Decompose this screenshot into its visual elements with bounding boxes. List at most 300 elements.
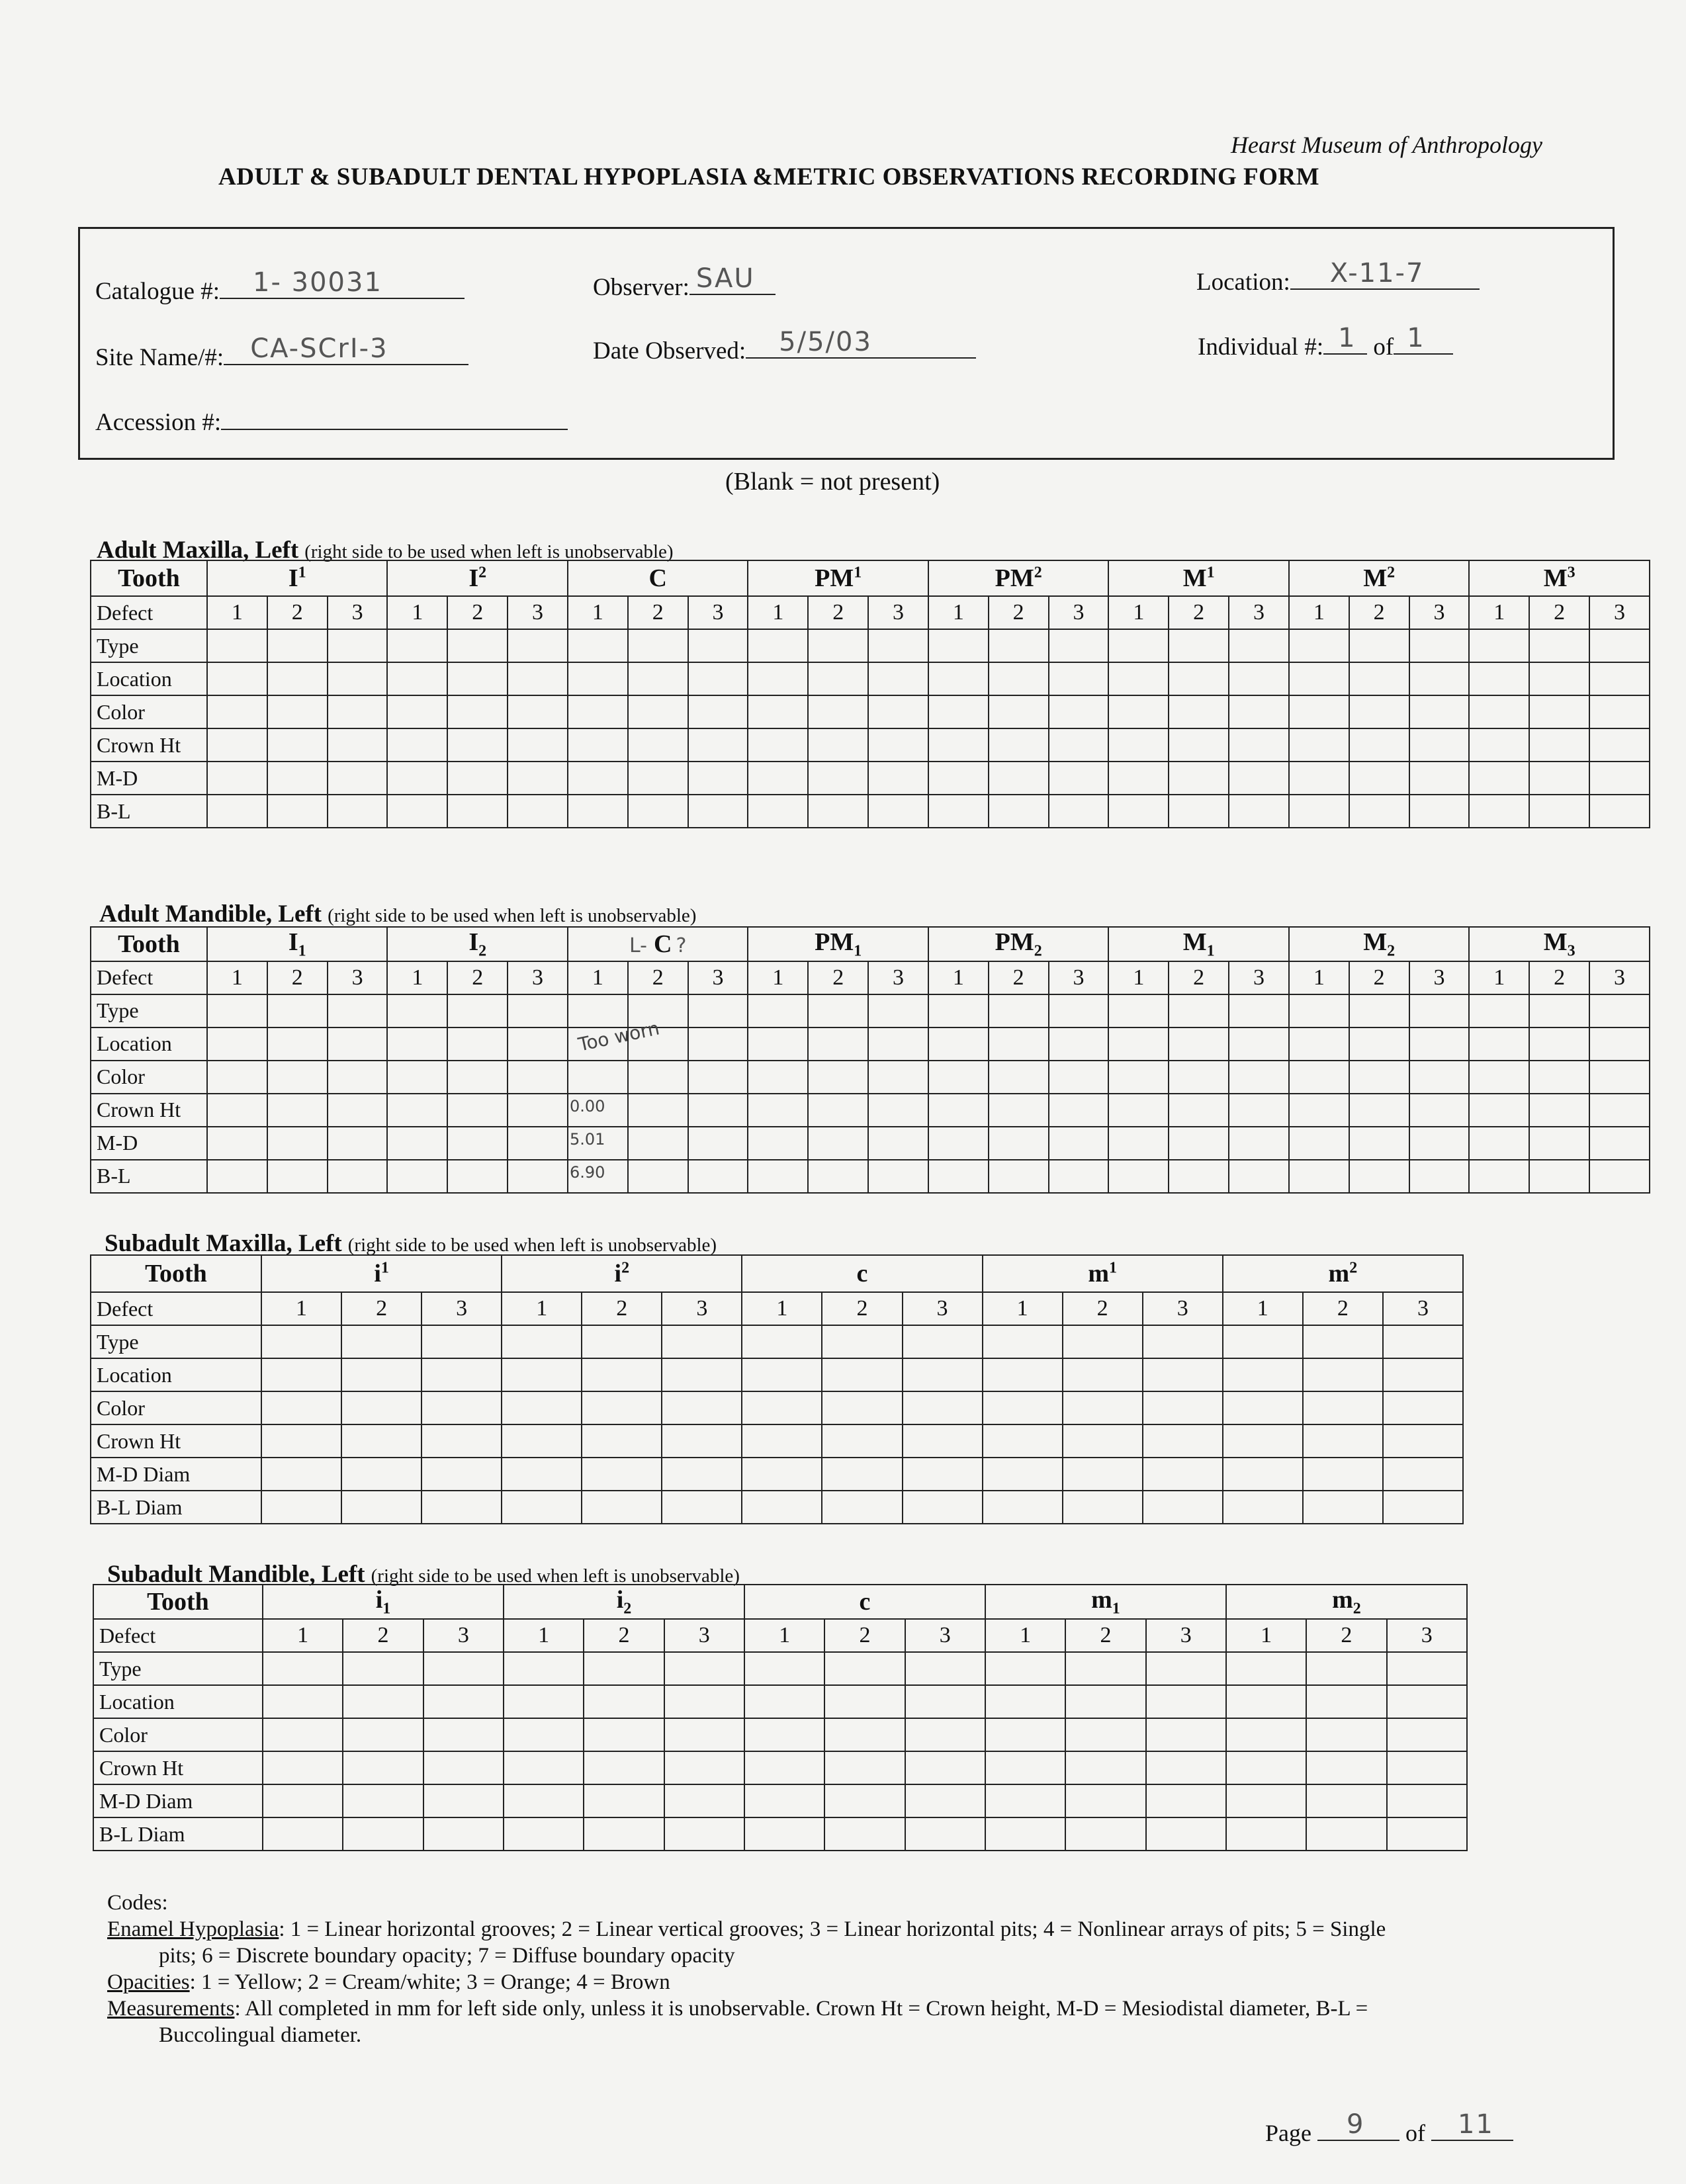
data-cell[interactable] bbox=[568, 1017, 662, 1061]
data-cell[interactable] bbox=[584, 1784, 664, 1817]
data-cell[interactable] bbox=[1226, 1652, 1306, 1685]
data-cell[interactable] bbox=[1387, 1817, 1467, 1851]
data-cell[interactable] bbox=[822, 1458, 902, 1491]
data-cell[interactable] bbox=[1143, 1424, 1223, 1458]
data-cell[interactable] bbox=[584, 1817, 664, 1851]
data-cell[interactable] bbox=[568, 1160, 628, 1193]
data-cell[interactable] bbox=[421, 1491, 502, 1524]
data-cell[interactable] bbox=[1469, 1127, 1529, 1160]
data-cell[interactable] bbox=[868, 762, 928, 795]
data-cell[interactable] bbox=[447, 1027, 508, 1061]
data-cell[interactable] bbox=[989, 629, 1049, 662]
data-cell[interactable] bbox=[903, 1325, 983, 1358]
data-cell[interactable] bbox=[267, 728, 328, 762]
data-cell[interactable] bbox=[903, 1491, 983, 1524]
data-cell[interactable] bbox=[207, 1027, 267, 1061]
data-cell[interactable] bbox=[748, 662, 808, 695]
data-cell[interactable] bbox=[568, 1127, 628, 1160]
data-cell[interactable] bbox=[628, 1027, 688, 1061]
page-total-input[interactable] bbox=[1431, 2109, 1513, 2141]
data-cell[interactable] bbox=[1529, 795, 1589, 828]
data-cell[interactable] bbox=[387, 629, 447, 662]
data-cell[interactable] bbox=[1349, 1127, 1409, 1160]
data-cell[interactable] bbox=[508, 1027, 568, 1061]
data-cell[interactable] bbox=[421, 1325, 502, 1358]
data-cell[interactable] bbox=[928, 662, 989, 695]
data-cell[interactable] bbox=[664, 1784, 744, 1817]
data-cell[interactable] bbox=[423, 1652, 504, 1685]
data-cell[interactable] bbox=[447, 1127, 508, 1160]
data-cell[interactable] bbox=[1529, 1160, 1589, 1193]
data-cell[interactable] bbox=[1065, 1751, 1145, 1784]
data-cell[interactable] bbox=[688, 629, 748, 662]
data-cell[interactable] bbox=[1589, 728, 1650, 762]
data-cell[interactable] bbox=[1529, 994, 1589, 1027]
data-cell[interactable] bbox=[1143, 1458, 1223, 1491]
data-cell[interactable] bbox=[903, 1458, 983, 1491]
data-cell[interactable] bbox=[928, 695, 989, 728]
data-cell[interactable] bbox=[1289, 1094, 1349, 1127]
data-cell[interactable] bbox=[1306, 1652, 1386, 1685]
data-cell[interactable] bbox=[502, 1491, 582, 1524]
data-cell[interactable] bbox=[1303, 1424, 1383, 1458]
data-cell[interactable] bbox=[1229, 994, 1289, 1027]
data-cell[interactable] bbox=[261, 1358, 341, 1391]
data-cell[interactable] bbox=[1303, 1391, 1383, 1424]
data-cell[interactable] bbox=[1387, 1751, 1467, 1784]
data-cell[interactable] bbox=[1303, 1458, 1383, 1491]
data-cell[interactable] bbox=[343, 1751, 423, 1784]
data-cell[interactable] bbox=[423, 1751, 504, 1784]
data-cell[interactable] bbox=[584, 1751, 664, 1784]
data-cell[interactable] bbox=[1289, 1061, 1349, 1094]
data-cell[interactable] bbox=[1589, 695, 1650, 728]
data-cell[interactable] bbox=[1383, 1424, 1463, 1458]
data-cell[interactable] bbox=[267, 1094, 328, 1127]
data-cell[interactable] bbox=[584, 1685, 664, 1718]
data-cell[interactable] bbox=[1409, 994, 1470, 1027]
data-cell[interactable] bbox=[1589, 662, 1650, 695]
data-cell[interactable] bbox=[983, 1424, 1063, 1458]
data-cell[interactable] bbox=[742, 1325, 822, 1358]
data-cell[interactable] bbox=[664, 1751, 744, 1784]
page-input[interactable] bbox=[1317, 2109, 1399, 2141]
data-cell[interactable] bbox=[664, 1685, 744, 1718]
data-cell[interactable] bbox=[664, 1652, 744, 1685]
data-cell[interactable] bbox=[207, 695, 267, 728]
data-cell[interactable] bbox=[1529, 1094, 1589, 1127]
data-cell[interactable] bbox=[1229, 662, 1289, 695]
data-cell[interactable] bbox=[504, 1718, 584, 1751]
data-cell[interactable] bbox=[341, 1458, 421, 1491]
data-cell[interactable] bbox=[267, 762, 328, 795]
data-cell[interactable] bbox=[748, 1160, 808, 1193]
data-cell[interactable] bbox=[1226, 1751, 1306, 1784]
data-cell[interactable] bbox=[387, 1027, 447, 1061]
data-cell[interactable] bbox=[1223, 1458, 1303, 1491]
data-cell[interactable] bbox=[1589, 1094, 1650, 1127]
data-cell[interactable] bbox=[748, 795, 808, 828]
data-cell[interactable] bbox=[267, 629, 328, 662]
data-cell[interactable] bbox=[261, 1491, 341, 1524]
data-cell[interactable] bbox=[387, 1094, 447, 1127]
data-cell[interactable] bbox=[207, 1160, 267, 1193]
data-cell[interactable] bbox=[662, 1458, 742, 1491]
data-cell[interactable] bbox=[928, 1094, 989, 1127]
data-cell[interactable] bbox=[1303, 1358, 1383, 1391]
data-cell[interactable] bbox=[343, 1784, 423, 1817]
data-cell[interactable] bbox=[421, 1424, 502, 1458]
data-cell[interactable] bbox=[502, 1424, 582, 1458]
data-cell[interactable] bbox=[1349, 662, 1409, 695]
data-cell[interactable] bbox=[1229, 695, 1289, 728]
data-cell[interactable] bbox=[1049, 795, 1109, 828]
data-cell[interactable] bbox=[928, 762, 989, 795]
data-cell[interactable] bbox=[568, 994, 628, 1027]
data-cell[interactable] bbox=[1409, 695, 1470, 728]
data-cell[interactable] bbox=[1387, 1652, 1467, 1685]
data-cell[interactable] bbox=[508, 695, 568, 728]
data-cell[interactable] bbox=[1303, 1325, 1383, 1358]
data-cell[interactable] bbox=[662, 1491, 742, 1524]
data-cell[interactable] bbox=[502, 1358, 582, 1391]
data-cell[interactable] bbox=[744, 1652, 824, 1685]
data-cell[interactable] bbox=[1349, 1160, 1409, 1193]
data-cell[interactable] bbox=[1226, 1817, 1306, 1851]
data-cell[interactable] bbox=[328, 1160, 388, 1193]
data-cell[interactable] bbox=[1229, 1094, 1289, 1127]
data-cell[interactable] bbox=[1529, 629, 1589, 662]
data-cell[interactable] bbox=[1529, 1127, 1589, 1160]
data-cell[interactable] bbox=[1383, 1391, 1463, 1424]
data-cell[interactable] bbox=[748, 629, 808, 662]
data-cell[interactable] bbox=[1387, 1685, 1467, 1718]
data-cell[interactable] bbox=[824, 1685, 905, 1718]
data-cell[interactable] bbox=[688, 1094, 748, 1127]
data-cell[interactable] bbox=[1223, 1358, 1303, 1391]
data-cell[interactable] bbox=[1383, 1491, 1463, 1524]
data-cell[interactable] bbox=[742, 1491, 822, 1524]
data-cell[interactable] bbox=[508, 1127, 568, 1160]
data-cell[interactable] bbox=[1223, 1391, 1303, 1424]
data-cell[interactable] bbox=[263, 1784, 343, 1817]
data-cell[interactable] bbox=[1383, 1358, 1463, 1391]
data-cell[interactable] bbox=[824, 1751, 905, 1784]
data-cell[interactable] bbox=[989, 1160, 1049, 1193]
data-cell[interactable] bbox=[1049, 728, 1109, 762]
data-cell[interactable] bbox=[584, 1652, 664, 1685]
data-cell[interactable] bbox=[341, 1391, 421, 1424]
data-cell[interactable] bbox=[387, 762, 447, 795]
data-cell[interactable] bbox=[928, 1061, 989, 1094]
data-cell[interactable] bbox=[568, 762, 628, 795]
data-cell[interactable] bbox=[928, 795, 989, 828]
data-cell[interactable] bbox=[584, 1718, 664, 1751]
data-cell[interactable] bbox=[905, 1685, 985, 1718]
data-cell[interactable] bbox=[568, 695, 628, 728]
data-cell[interactable] bbox=[1409, 762, 1470, 795]
data-cell[interactable] bbox=[989, 762, 1049, 795]
data-cell[interactable] bbox=[1589, 1160, 1650, 1193]
data-cell[interactable] bbox=[343, 1817, 423, 1851]
data-cell[interactable] bbox=[989, 728, 1049, 762]
data-cell[interactable] bbox=[1108, 1061, 1169, 1094]
data-cell[interactable] bbox=[903, 1391, 983, 1424]
data-cell[interactable] bbox=[504, 1751, 584, 1784]
data-cell[interactable] bbox=[928, 1127, 989, 1160]
data-cell[interactable] bbox=[985, 1784, 1065, 1817]
data-cell[interactable] bbox=[808, 695, 868, 728]
data-cell[interactable] bbox=[263, 1652, 343, 1685]
data-cell[interactable] bbox=[502, 1391, 582, 1424]
data-cell[interactable] bbox=[1306, 1751, 1386, 1784]
data-cell[interactable] bbox=[582, 1358, 662, 1391]
data-cell[interactable] bbox=[1229, 762, 1289, 795]
data-cell[interactable] bbox=[1409, 795, 1470, 828]
data-cell[interactable] bbox=[1349, 994, 1409, 1027]
data-cell[interactable] bbox=[1383, 1458, 1463, 1491]
data-cell[interactable] bbox=[868, 1127, 928, 1160]
data-cell[interactable] bbox=[1146, 1751, 1226, 1784]
data-cell[interactable] bbox=[1529, 662, 1589, 695]
data-cell[interactable] bbox=[1529, 695, 1589, 728]
data-cell[interactable] bbox=[1469, 795, 1529, 828]
data-cell[interactable] bbox=[983, 1391, 1063, 1424]
data-cell[interactable] bbox=[1289, 1127, 1349, 1160]
data-cell[interactable] bbox=[868, 695, 928, 728]
data-cell[interactable] bbox=[207, 762, 267, 795]
data-cell[interactable] bbox=[822, 1491, 902, 1524]
data-cell[interactable] bbox=[502, 1458, 582, 1491]
data-cell[interactable] bbox=[1049, 762, 1109, 795]
data-cell[interactable] bbox=[387, 795, 447, 828]
data-cell[interactable] bbox=[387, 994, 447, 1027]
data-cell[interactable] bbox=[1169, 994, 1229, 1027]
data-cell[interactable] bbox=[748, 994, 808, 1027]
data-cell[interactable] bbox=[1469, 1027, 1529, 1061]
data-cell[interactable] bbox=[1289, 662, 1349, 695]
data-cell[interactable] bbox=[928, 994, 989, 1027]
data-cell[interactable] bbox=[808, 762, 868, 795]
data-cell[interactable] bbox=[688, 695, 748, 728]
data-cell[interactable] bbox=[1063, 1424, 1143, 1458]
data-cell[interactable] bbox=[328, 795, 388, 828]
data-cell[interactable] bbox=[664, 1718, 744, 1751]
data-cell[interactable] bbox=[1063, 1358, 1143, 1391]
data-cell[interactable] bbox=[387, 695, 447, 728]
data-cell[interactable] bbox=[328, 1127, 388, 1160]
data-cell[interactable] bbox=[343, 1685, 423, 1718]
data-cell[interactable] bbox=[1169, 762, 1229, 795]
data-cell[interactable] bbox=[568, 629, 628, 662]
data-cell[interactable] bbox=[1169, 1127, 1229, 1160]
data-cell[interactable] bbox=[1229, 1160, 1289, 1193]
individual-input[interactable] bbox=[1323, 323, 1367, 355]
data-cell[interactable] bbox=[1229, 629, 1289, 662]
data-cell[interactable] bbox=[1229, 1027, 1289, 1061]
data-cell[interactable] bbox=[1409, 1127, 1470, 1160]
data-cell[interactable] bbox=[447, 629, 508, 662]
data-cell[interactable] bbox=[928, 629, 989, 662]
data-cell[interactable] bbox=[1169, 629, 1229, 662]
data-cell[interactable] bbox=[1409, 1160, 1470, 1193]
data-cell[interactable] bbox=[328, 1027, 388, 1061]
data-cell[interactable] bbox=[261, 1424, 341, 1458]
data-cell[interactable] bbox=[824, 1718, 905, 1751]
data-cell[interactable] bbox=[341, 1491, 421, 1524]
data-cell[interactable] bbox=[742, 1424, 822, 1458]
data-cell[interactable] bbox=[341, 1358, 421, 1391]
data-cell[interactable] bbox=[1469, 1061, 1529, 1094]
data-cell[interactable] bbox=[928, 1160, 989, 1193]
data-cell[interactable] bbox=[1146, 1652, 1226, 1685]
data-cell[interactable] bbox=[1049, 1027, 1109, 1061]
data-cell[interactable] bbox=[263, 1817, 343, 1851]
data-cell[interactable] bbox=[868, 728, 928, 762]
data-cell[interactable] bbox=[1169, 695, 1229, 728]
data-cell[interactable] bbox=[267, 1061, 328, 1094]
data-cell[interactable] bbox=[341, 1424, 421, 1458]
data-cell[interactable] bbox=[1143, 1391, 1223, 1424]
data-cell[interactable] bbox=[628, 1160, 688, 1193]
data-cell[interactable] bbox=[808, 1094, 868, 1127]
data-cell[interactable] bbox=[1065, 1652, 1145, 1685]
data-cell[interactable] bbox=[688, 662, 748, 695]
data-cell[interactable] bbox=[868, 629, 928, 662]
data-cell[interactable] bbox=[1383, 1325, 1463, 1358]
data-cell[interactable] bbox=[928, 1027, 989, 1061]
data-cell[interactable] bbox=[1589, 1127, 1650, 1160]
data-cell[interactable] bbox=[1065, 1718, 1145, 1751]
data-cell[interactable] bbox=[1306, 1817, 1386, 1851]
data-cell[interactable] bbox=[1469, 994, 1529, 1027]
data-cell[interactable] bbox=[905, 1784, 985, 1817]
data-cell[interactable] bbox=[628, 662, 688, 695]
data-cell[interactable] bbox=[568, 728, 628, 762]
data-cell[interactable] bbox=[1229, 1127, 1289, 1160]
data-cell[interactable] bbox=[508, 629, 568, 662]
data-cell[interactable] bbox=[628, 762, 688, 795]
data-cell[interactable] bbox=[1169, 1027, 1229, 1061]
data-cell[interactable] bbox=[261, 1325, 341, 1358]
data-cell[interactable] bbox=[868, 1027, 928, 1061]
data-cell[interactable] bbox=[582, 1391, 662, 1424]
data-cell[interactable] bbox=[824, 1652, 905, 1685]
data-cell[interactable] bbox=[1349, 795, 1409, 828]
data-cell[interactable] bbox=[267, 1027, 328, 1061]
data-cell[interactable] bbox=[1409, 1027, 1470, 1061]
data-cell[interactable] bbox=[1387, 1718, 1467, 1751]
data-cell[interactable] bbox=[568, 795, 628, 828]
data-cell[interactable] bbox=[1223, 1325, 1303, 1358]
data-cell[interactable] bbox=[447, 762, 508, 795]
data-cell[interactable] bbox=[1409, 1061, 1470, 1094]
data-cell[interactable] bbox=[1049, 1160, 1109, 1193]
data-cell[interactable] bbox=[688, 1160, 748, 1193]
data-cell[interactable] bbox=[1349, 762, 1409, 795]
data-cell[interactable] bbox=[1349, 1094, 1409, 1127]
data-cell[interactable] bbox=[1409, 1094, 1470, 1127]
data-cell[interactable] bbox=[1108, 1094, 1169, 1127]
data-cell[interactable] bbox=[263, 1751, 343, 1784]
data-cell[interactable] bbox=[387, 1160, 447, 1193]
data-cell[interactable] bbox=[1306, 1718, 1386, 1751]
data-cell[interactable] bbox=[1049, 695, 1109, 728]
data-cell[interactable] bbox=[808, 1027, 868, 1061]
data-cell[interactable] bbox=[1108, 795, 1169, 828]
data-cell[interactable] bbox=[989, 795, 1049, 828]
data-cell[interactable] bbox=[1169, 1094, 1229, 1127]
data-cell[interactable] bbox=[267, 662, 328, 695]
data-cell[interactable] bbox=[1143, 1325, 1223, 1358]
data-cell[interactable] bbox=[1063, 1458, 1143, 1491]
data-cell[interactable] bbox=[447, 1160, 508, 1193]
data-cell[interactable] bbox=[1065, 1817, 1145, 1851]
data-cell[interactable] bbox=[688, 1061, 748, 1094]
catalogue-input[interactable] bbox=[220, 267, 465, 299]
data-cell[interactable] bbox=[822, 1358, 902, 1391]
data-cell[interactable] bbox=[1289, 795, 1349, 828]
data-cell[interactable] bbox=[989, 1127, 1049, 1160]
data-cell[interactable] bbox=[1349, 728, 1409, 762]
data-cell[interactable] bbox=[508, 1160, 568, 1193]
data-cell[interactable] bbox=[1049, 1061, 1109, 1094]
data-cell[interactable] bbox=[582, 1325, 662, 1358]
data-cell[interactable] bbox=[1589, 1027, 1650, 1061]
data-cell[interactable] bbox=[1169, 728, 1229, 762]
data-cell[interactable] bbox=[748, 695, 808, 728]
data-cell[interactable] bbox=[421, 1391, 502, 1424]
accession-input[interactable] bbox=[221, 405, 568, 430]
data-cell[interactable] bbox=[905, 1718, 985, 1751]
data-cell[interactable] bbox=[1229, 728, 1289, 762]
data-cell[interactable] bbox=[824, 1817, 905, 1851]
data-cell[interactable] bbox=[742, 1391, 822, 1424]
location-input[interactable] bbox=[1290, 258, 1480, 290]
data-cell[interactable] bbox=[1469, 1160, 1529, 1193]
data-cell[interactable] bbox=[985, 1685, 1065, 1718]
data-cell[interactable] bbox=[263, 1718, 343, 1751]
data-cell[interactable] bbox=[1289, 994, 1349, 1027]
data-cell[interactable] bbox=[1289, 1160, 1349, 1193]
data-cell[interactable] bbox=[328, 728, 388, 762]
data-cell[interactable] bbox=[207, 1061, 267, 1094]
data-cell[interactable] bbox=[568, 662, 628, 695]
data-cell[interactable] bbox=[207, 1127, 267, 1160]
data-cell[interactable] bbox=[582, 1491, 662, 1524]
data-cell[interactable] bbox=[905, 1652, 985, 1685]
data-cell[interactable] bbox=[582, 1458, 662, 1491]
data-cell[interactable] bbox=[328, 629, 388, 662]
data-cell[interactable] bbox=[744, 1718, 824, 1751]
data-cell[interactable] bbox=[664, 1817, 744, 1851]
data-cell[interactable] bbox=[628, 795, 688, 828]
data-cell[interactable] bbox=[822, 1391, 902, 1424]
data-cell[interactable] bbox=[508, 762, 568, 795]
data-cell[interactable] bbox=[447, 1094, 508, 1127]
data-cell[interactable] bbox=[1469, 762, 1529, 795]
data-cell[interactable] bbox=[343, 1718, 423, 1751]
data-cell[interactable] bbox=[328, 695, 388, 728]
data-cell[interactable] bbox=[1469, 662, 1529, 695]
data-cell[interactable] bbox=[328, 994, 388, 1027]
data-cell[interactable] bbox=[504, 1784, 584, 1817]
data-cell[interactable] bbox=[1065, 1784, 1145, 1817]
data-cell[interactable] bbox=[568, 1061, 628, 1094]
data-cell[interactable] bbox=[568, 1094, 628, 1127]
data-cell[interactable] bbox=[387, 1127, 447, 1160]
data-cell[interactable] bbox=[989, 1094, 1049, 1127]
